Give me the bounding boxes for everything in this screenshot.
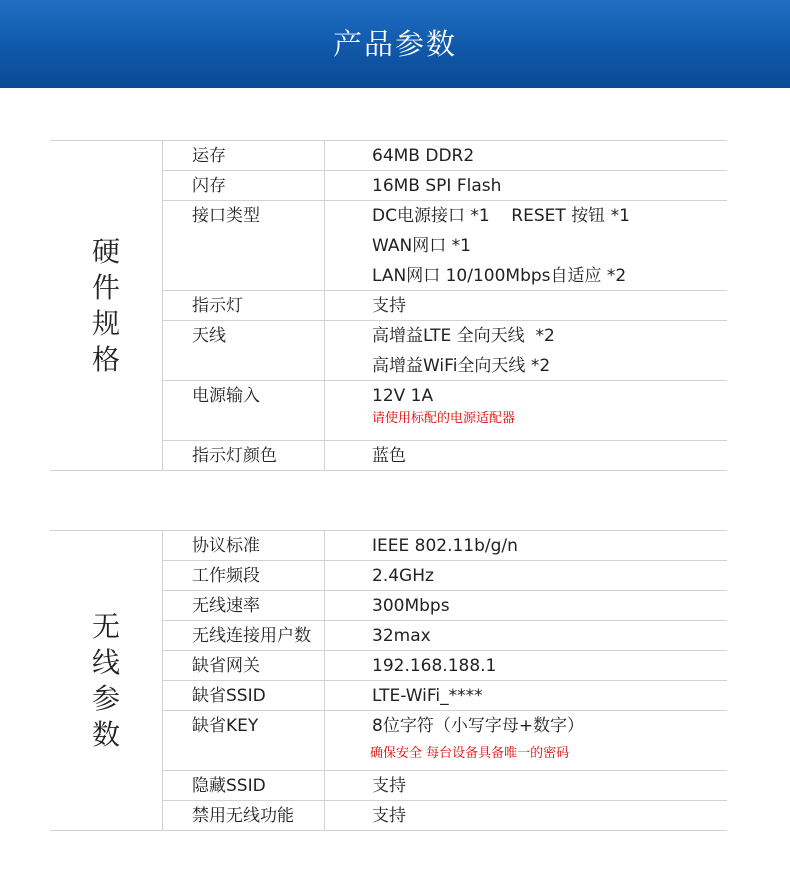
hardware-spec-table — [50, 140, 727, 471]
spec-name: 指示灯 — [192, 296, 243, 316]
spec-name: 工作频段 — [192, 566, 260, 586]
spec-value: DC电源接口 *1 RESET 按钮 *1 — [372, 206, 630, 226]
section-label — [50, 140, 162, 471]
spec-name: 接口类型 — [192, 206, 260, 226]
section-label-text: 无线参数 — [91, 609, 120, 751]
spec-name: 缺省SSID — [192, 686, 266, 706]
spec-name: 缺省网关 — [192, 656, 260, 676]
spec-value: 192.168.188.1 — [372, 656, 497, 676]
spec-value: WAN网口 *1 — [372, 236, 471, 256]
spec-value: 高增益WiFi全向天线 *2 — [372, 356, 551, 376]
spec-value: 高增益LTE 全向天线 *2 — [372, 326, 555, 346]
spec-value: 支持 — [372, 806, 406, 826]
spec-value: 12V 1A — [372, 386, 434, 406]
table-divider — [50, 830, 727, 831]
spec-name: 无线速率 — [192, 596, 260, 616]
section-label — [50, 530, 162, 831]
header-banner — [0, 0, 790, 88]
table-divider — [50, 470, 727, 471]
spec-name: 天线 — [192, 326, 226, 346]
spec-name: 缺省KEY — [192, 716, 259, 736]
spec-note: 请使用标配的电源适配器 — [372, 411, 516, 426]
column-divider — [162, 140, 163, 471]
spec-name: 运存 — [192, 146, 226, 166]
spec-value: 支持 — [372, 296, 406, 316]
spec-value: 64MB DDR2 — [372, 146, 475, 166]
row-divider — [162, 290, 727, 291]
spec-name: 禁用无线功能 — [192, 806, 294, 826]
spec-name: 隐藏SSID — [192, 776, 266, 796]
spec-value: 8位字符（小写字母+数字） — [372, 716, 585, 736]
spec-value: 16MB SPI Flash — [372, 176, 502, 196]
spec-value: 蓝色 — [372, 446, 406, 466]
spec-name: 电源输入 — [192, 386, 260, 406]
spec-name: 协议标准 — [192, 536, 260, 556]
spec-value: 2.4GHz — [372, 566, 434, 586]
spec-value: 300Mbps — [372, 596, 450, 616]
spec-value: LAN网口 10/100Mbps自适应 *2 — [372, 266, 627, 286]
spec-name: 指示灯颜色 — [192, 446, 277, 466]
spec-name: 无线连接用户数 — [192, 626, 311, 646]
section-label-text: 硬件规格 — [91, 234, 120, 376]
spec-value: 32max — [372, 626, 431, 646]
wireless-spec-table — [50, 530, 727, 831]
spec-value: IEEE 802.11b/g/n — [372, 536, 518, 556]
spec-note: 确保安全 每台设备具备唯一的密码 — [370, 746, 570, 761]
spec-value: 支持 — [372, 776, 406, 796]
column-divider — [324, 140, 325, 471]
page-title: 产品参数 — [332, 26, 457, 61]
spec-value: LTE-WiFi_**** — [372, 686, 483, 706]
spec-name: 闪存 — [192, 176, 226, 196]
